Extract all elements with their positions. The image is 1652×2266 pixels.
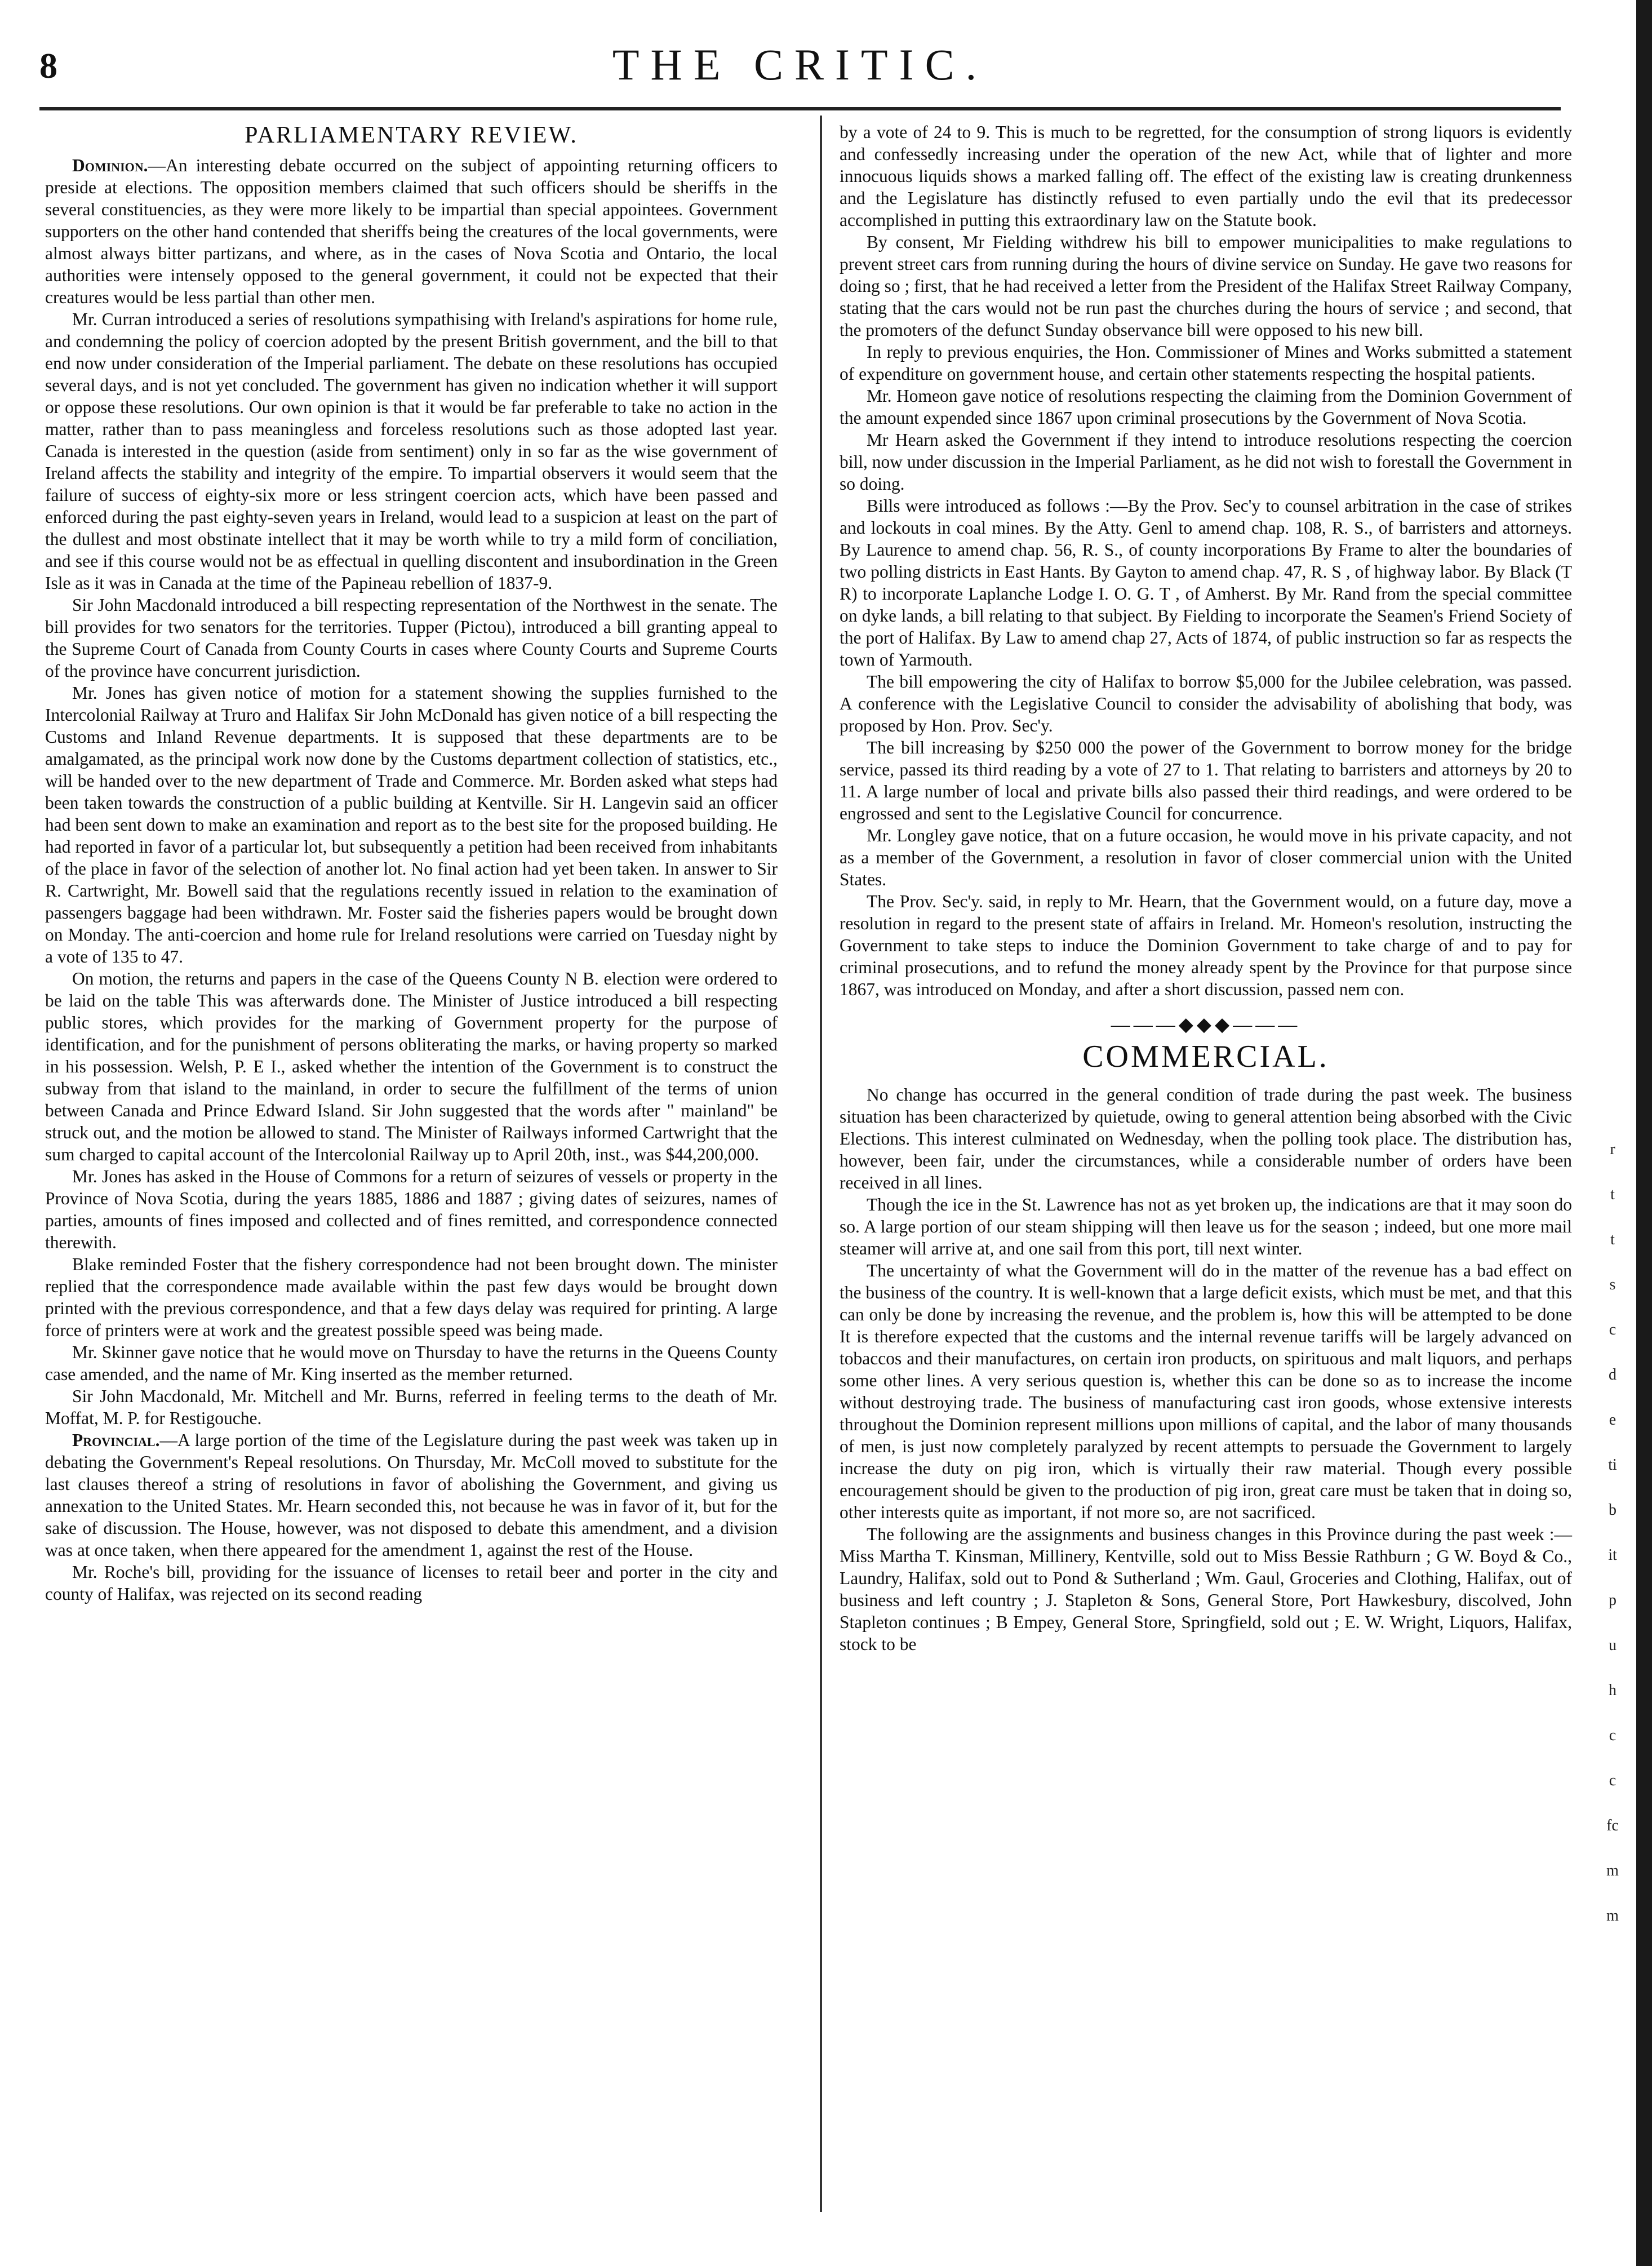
article-paragraph: Sir John Macdonald introduced a bill respecting representation of the Northwest in the senate. The bill provides for two senators for the territories. Tupper (Pictou), introduced a bill granting appeal to the Supreme Court of Canada from County Courts in cases where County Courts and Supreme Courts of the province have concurrent jurisdiction.: [45, 595, 778, 681]
article-paragraph: In reply to previous enquiries, the Hon. Commissioner of Mines and Works submitted a statement of expenditure on government house, and certain other statements respecting the hospital patients.: [840, 342, 1572, 384]
article-paragraph: The Prov. Sec'y. said, in reply to Mr. Hearn, that the Government would, on a future day, move a resolution in regard to the present state of affairs in Ireland. Mr. Homeon's resolution, instructing the Government to take steps to induce the Dominion Government to take charge of and to pay for criminal prosecutions, and to refund the money already spent by the Province for that purpose since 1867, was introduced on Monday, and after a short discussion, passed nem con.: [840, 892, 1572, 999]
article-paragraph: Sir John Macdonald, Mr. Mitchell and Mr. Burns, referred in feeling terms to the death of Mr. Moffat, M. P. for Restigouche.: [45, 1386, 778, 1428]
article-paragraph: Mr. Curran introduced a series of resolutions sympathising with Ireland's aspirations for home rule, and condemning the policy of coercion adopted by the present British government, and the bill to that end now under consideration of the Imperial parliament. The debate on these resolutions has occupied several days, and is not yet concluded. The government has given no indication whether it will support or oppose these resolutions. Our own opinion is that it would be far preferable to take no action in the matter, rather than to pass meaningless and forceless resolutions such as those adopted last year. Canada is interested in the question (aside from sentiment) only in so far as the wise government of Ireland affects the stability and integrity of the empire. To impartial observers it would seem that the failure of success of eighty-six more or less stringent coercion acts, which have been passed and enforced during the past eighty-seven years in Ireland, would lead to a suspicion at least on the part of the dullest and most obstinate intellect that it may be worth while to try a mild form of conciliation, and see if this course would not be as effectual in quelling discontent and insubordination in the Green Isle as it was in Canada at the time of the Papineau rebellion of 1837-9.: [45, 309, 778, 593]
article-paragraph: Mr. Skinner gave notice that he would move on Thursday to have the returns in the Queens County case amended, and the name of Mr. King inserted as the member returned.: [45, 1342, 778, 1384]
article-paragraph: Mr. Jones has asked in the House of Commons for a return of seizures of vessels or property in the Province of Nova Scotia, during the years 1885, 1886 and 1887 ; giving dates of seizures, names of parties, amounts of fines imposed and collected and of fines remitted, and correspondence connected therewith.: [45, 1167, 778, 1252]
article-paragraph: Mr. Homeon gave notice of resolutions respecting the claiming from the Dominion Government of the amount expended since 1867 upon criminal prosecutions by the Government of Nova Scotia.: [840, 386, 1572, 428]
article-paragraph: Mr. Longley gave notice, that on a future occasion, he would move in his private capacity, and not as a member of the Government, a resolution in favor of closer commercial union with the United States.: [840, 826, 1572, 889]
article-paragraph: Though the ice in the St. Lawrence has not as yet broken up, the indications are that it may soon do so. A large portion of our steam shipping will then leave us for the season ; indeed, but one more mail steamer will arrive at, and one sail from this port, till next winter.: [840, 1195, 1572, 1258]
column-divider: [820, 116, 822, 2212]
page-number: 8: [39, 46, 57, 86]
article-paragraph: Bills were introduced as follows :—By the Prov. Sec'y to counsel arbitration in the case of strikes and lockouts in coal mines. By the Atty. Genl to amend chap. 108, R. S., of barristers and attorneys. By Laurence to amend chap. 56, R. S., of county incorporations By Frame to alter the boundaries of two polling districts in East Hants. By Gayton to amend chap. 47, R. S , of highway labor. By Black (T R) to incorporate Laplanche Lodge I. O. G. T , of Amherst. By Mr. Rand from the special committee on dyke lands, a bill relating to that subject. By Fielding to incorporate the Seamen's Friend Society of the port of Halifax. By Law to amend chap 27, Acts of 1874, of public instruction so far as respects the town of Yarmouth.: [840, 496, 1572, 669]
article-paragraph: The uncertainty of what the Government will do in the matter of the revenue has a bad effect on the business of the country. It is well-known that a large deficit exists, which must be met, and that this can only be done by increasing the revenue, and the problem is, how this will be attempted to be done It is therefore expected that the customs and the internal revenue tariffs will be largely advanced on tobaccos and their manufactures, on certain iron products, on spirituous and malt liquors, and perhaps some other lines. A very serious question is, whether this can be done so as to increase the income without destroying trade. The business of manufacturing cast iron goods, whose extensive interests throughout the Dominion represent millions upon millions of capital, and the labor of many thousands of men, is just now completely paralyzed by recent attempts to persuade the Government to largely increase the duty on pig iron, which is virtually their raw material. Though every possible encouragement should be given to the production of pig iron, great care must be taken that in doing so, other interests quite as important, if not more so, are not sacrificed.: [840, 1261, 1572, 1522]
provincial-lead: Provincial.: [72, 1430, 160, 1450]
page-header: [39, 39, 1561, 101]
article-paragraph: On motion, the returns and papers in the case of the Queens County N B. election were ordered to be laid on the table This was afterwards done. The Minister of Justice introduced a bill respecting public stores, which provides for the marking of Government property for the purpose of identification, and for the punishment of persons obliterating the marks, or having property so marked in his possession. Welsh, P. E I., asked whether the intention of the Government is to construct the subway from that island to the mainland, in order to secure the fulfillment of the terms of union between Canada and Prince Edward Island. Sir John suggested that the words after " mainland" be struck out, and the motion be allowed to stand. The Minister of Railways informed Cartwright that the sum charged to capital account of the Intercolonial Railway up to April 20th, inst., was $44,200,000.: [45, 969, 778, 1164]
section-ornament: ―――◆◆◆―――: [1111, 1014, 1301, 1035]
article-paragraph: Mr Hearn asked the Government if they intend to introduce resolutions respecting the coercion bill, now under discussion in the Imperial Parliament, as he did not wish to forestall the Government in so doing.: [840, 430, 1572, 494]
section-title-commercial: COMMERCIAL.: [1082, 1039, 1329, 1074]
dominion-lead: Dominion.: [72, 156, 148, 175]
article-paragraph: Dominion.—An interesting debate occurred on the subject of appointing returning officers to preside at elections. The opposition members claimed that such officers should be sheriffs in the several constituencies, as they were more likely to be impartial than special appointees. Government supporters on the other hand contended that sheriffs being the creatures of the local governments, were almost always bitter partizans, and where, as in the cases of Nova Scotia and Ontario, the local authorities were intensely opposed to the general government, it could not be expected that their creatures would be less partial than other men.: [45, 156, 778, 307]
section-title-parliamentary: PARLIAMENTARY REVIEW.: [245, 122, 578, 148]
header-rule: [39, 107, 1561, 110]
article-paragraph: No change has occurred in the general condition of trade during the past week. The business situation has been characterized by quietude, owing to general attention being absorbed with the Civic Elections. This interest culminated on Wednesday, when the polling took place. The distribution has, however, been fair, under the circumstances, while a considerable number of orders have been received in all lines.: [840, 1085, 1572, 1192]
adjacent-page-bleed: r t t s c d e ti b it p u h c c fc m m: [1606, 1141, 1619, 1924]
article-paragraph: Provincial.—A large portion of the time of the Legislature during the past week was taken up in debating the Government's Repeal resolutions. On Thursday, Mr. McColl moved to substitute for the last clauses thereof a string of resolutions in favor of abolishing the Government, and giving us annexation to the United States. Mr. Hearn seconded this, not because he was in favor of it, but for the sake of discussion. The House, however, was not disposed to debate this amendment, and a division was at once taken, when there appeared for the amendment 1, against the rest of the House.: [45, 1430, 778, 1560]
article-paragraph: Mr. Jones has given notice of motion for a statement showing the supplies furnished to the Intercolonial Railway at Truro and Halifax Sir John McDonald has given notice of a bill respecting the Customs and Inland Revenue departments. It is supposed that these departments are to be amalgamated, as the principal work now done by the Customs department collection of statistics, etc., will be handed over to the new department of Trade and Commerce. Mr. Borden asked what steps had been taken towards the construction of a public building at Kentville. Sir H. Langevin said an officer had been sent down to make an examination and report as to the best site for the proposed building. He had reported in favor of a particular lot, but subsequently a petition had been received from inhabitants of the place in favor of the selection of another lot. No final action had yet been taken. In answer to Sir R. Cartwright, Mr. Bowell said that the regulations recently issued in relation to the examination of passengers baggage had been withdrawn. Mr. Foster said the fisheries papers would be brought down on Monday. The anti-coercion and home rule for Ireland resolutions were carried on Tuesday night by a vote of 135 to 47.: [45, 683, 778, 966]
article-paragraph: The bill empowering the city of Halifax to borrow $5,000 for the Jubilee celebration, was passed. A conference with the Legislative Council to consider the advisability of abolishing that body, was proposed by Hon. Prov. Sec'y.: [840, 672, 1572, 735]
right-column: [840, 121, 1572, 1655]
left-column: [45, 121, 778, 1605]
article-paragraph: The following are the assignments and business changes in this Province during the past week :—Miss Martha T. Kinsman, Millinery, Kentville, sold out to Miss Bessie Rathburn ; G W. Boyd & Co., Laundry, Halifax, sold out to Pond & Sutherland ; Wm. Gaul, Groceries and Clothing, Halifax, out of business and left country ; J. Stapleton & Sons, General Store, Port Hawkesbury, discolved, John Stapleton continues ; B Empey, General Store, Springfield, sold out ; E. W. Wright, Liquors, Halifax, stock to be: [840, 1524, 1572, 1654]
page-edge-shadow: [1636, 0, 1652, 2266]
article-paragraph: Mr. Roche's bill, providing for the issuance of licenses to retail beer and porter in the city and county of Halifax, was rejected on its second reading: [45, 1562, 778, 1604]
masthead-title: THE CRITIC.: [612, 40, 988, 89]
article-paragraph: Blake reminded Foster that the fishery correspondence had not been brought down. The minister replied that the correspondence made available within the past few days would be brought down printed with the previous correspondence, and that a few days delay was required for printing. A large force of printers were at work and the greatest possible speed was being made.: [45, 1254, 778, 1340]
article-paragraph: The bill increasing by $250 000 the power of the Government to borrow money for the bridge service, passed its third reading by a vote of 27 to 1. That relating to barristers and attorneys by 20 to 11. A large number of local and private bills also passed their third readings, and were ordered to be engrossed and sent to the Legislative Council for concurrence.: [840, 738, 1572, 823]
article-paragraph: By consent, Mr Fielding withdrew his bill to empower municipalities to make regulations to prevent street cars from running during the hours of divine service on Sunday. He gave two reasons for doing so ; first, that he had received a letter from the President of the Halifax Street Railway Company, stating that the cars would not be run past the churches during the hours of service ; and second, that the promoters of the defunct Sunday observance bill were opposed to his new bill.: [840, 232, 1572, 340]
article-paragraph: by a vote of 24 to 9. This is much to be regretted, for the consumption of strong liquors is evidently and confessedly increasing under the operation of the new Act, while that of lighter and more innocuous liquids shows a marked falling off. The effect of the existing law is creating drunkenness and the Legislature has distinctly refused to even partially undo the evil that its predecessor accomplished in putting this extraordinary law on the Statute book.: [840, 122, 1572, 230]
